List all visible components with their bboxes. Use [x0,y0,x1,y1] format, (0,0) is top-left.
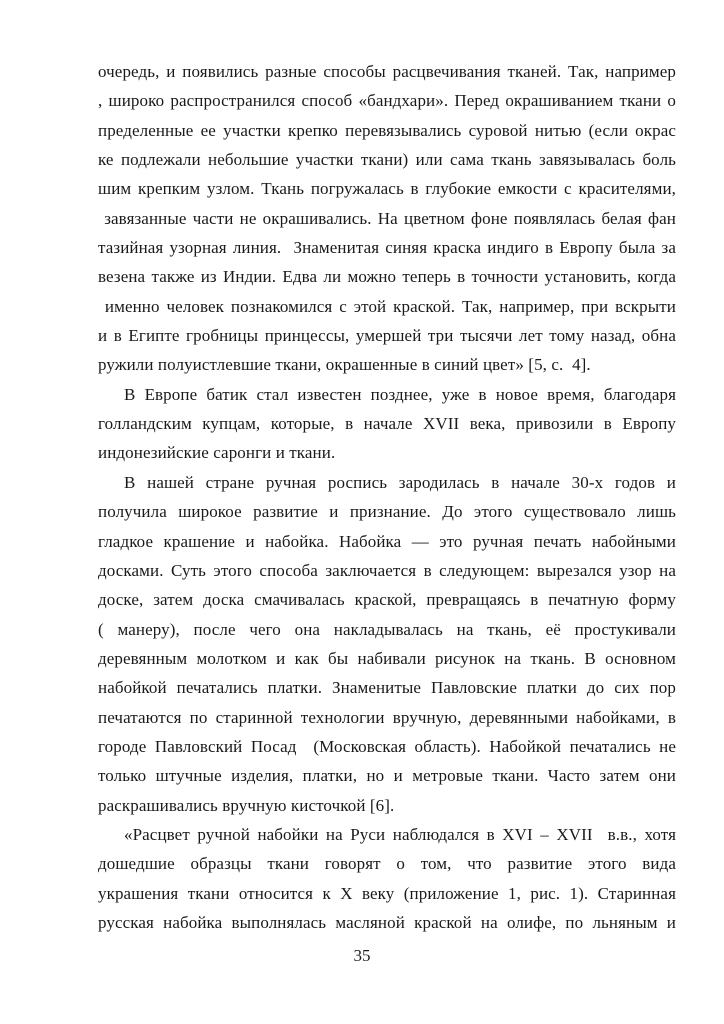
text-line: раскрашивались вручную кисточкой [6]. [98,795,395,815]
text-line: голландским купцам, которые, в начале XVII века, привозили в Европу [98,414,676,434]
text-line: дошедшие образцы ткани говорят о том, что развитие этого вида [98,854,676,874]
text-line: , широко распространился способ «бандхари». Перед окрашиванием ткани о [98,91,676,111]
text-line: именно человек познакомился с этой краской. Так, например, при вскрыти [98,296,676,316]
text-line: только штучные изделия, платки, но и метровые ткани. Часто затем они [98,766,676,786]
text-line: гладкое крашение и набойка. Набойка — это ручная печать набойными [98,531,676,551]
text-line: и в Египте гробницы принцессы, умершей три тысячи лет тому назад, обна [98,326,676,346]
text-line: очередь, и появились разные способы расцвечивания тканей. Так, например [98,62,676,81]
page-number: 35 [353,946,371,965]
text-line: везена также из Индии. Едва ли можно теперь в точности установить, когда [98,267,676,287]
text-line: украшения ткани относится к X веку (приложение 1, рис. 1). Старинная [98,883,676,903]
text-line: В нашей стране ручная роспись зародилась в начале 30-х годов и [124,472,676,492]
text-line: доске, затем доска смачивалась краской, превращаясь в печатную форму [98,590,676,610]
text-line: индонезийские саронги и ткани. [98,443,336,463]
text-line: получила широкое развитие и признание. До этого существовало лишь [98,502,676,522]
text-line: ( манеру), после чего она накладывалась на ткань, её простукивали [98,619,676,639]
text-line: ружили полуистлевшие ткани, окрашенные в синий цвет» [5, с. 4]. [98,355,591,375]
text-line: «Расцвет ручной набойки на Руси наблюдался в XVI – XVII в.в., хотя [124,824,676,844]
text-line: печатаются по старинной технологии вручную, деревянными набойками, в [98,707,676,727]
text-line: русская набойка выполнялась масляной краской на олифе, по льняным и [98,912,676,932]
text-line: набойкой печатались платки. Знаменитые Павловские платки до сих пор [98,678,676,698]
text-line: ке подлежали небольшие участки ткани) или сама ткань завязывалась боль [98,150,676,170]
document-body [98,57,676,937]
text-line: тазийная узорная линия. Знаменитая синяя краска индиго в Европу была за [98,238,676,258]
text-line: деревянным молотком и как бы набивали рисунок на ткань. В основном [98,648,676,668]
text-line: В Европе батик стал известен позднее, уже в новое время, благодаря [124,384,676,404]
text-line: досками. Суть этого способа заключается в следующем: вырезался узор на [98,560,676,580]
text-line: шим крепким узлом. Ткань погружалась в глубокие емкости с красителями, [98,179,676,199]
text-line: завязанные части не окрашивались. На цветном фоне появлялась белая фан [98,208,676,228]
text-line: городе Павловский Посад (Московская область). Набойкой печатались не [98,736,676,756]
text-line: пределенные ее участки крепко перевязывались суровой нитью (если окрас [98,120,676,140]
